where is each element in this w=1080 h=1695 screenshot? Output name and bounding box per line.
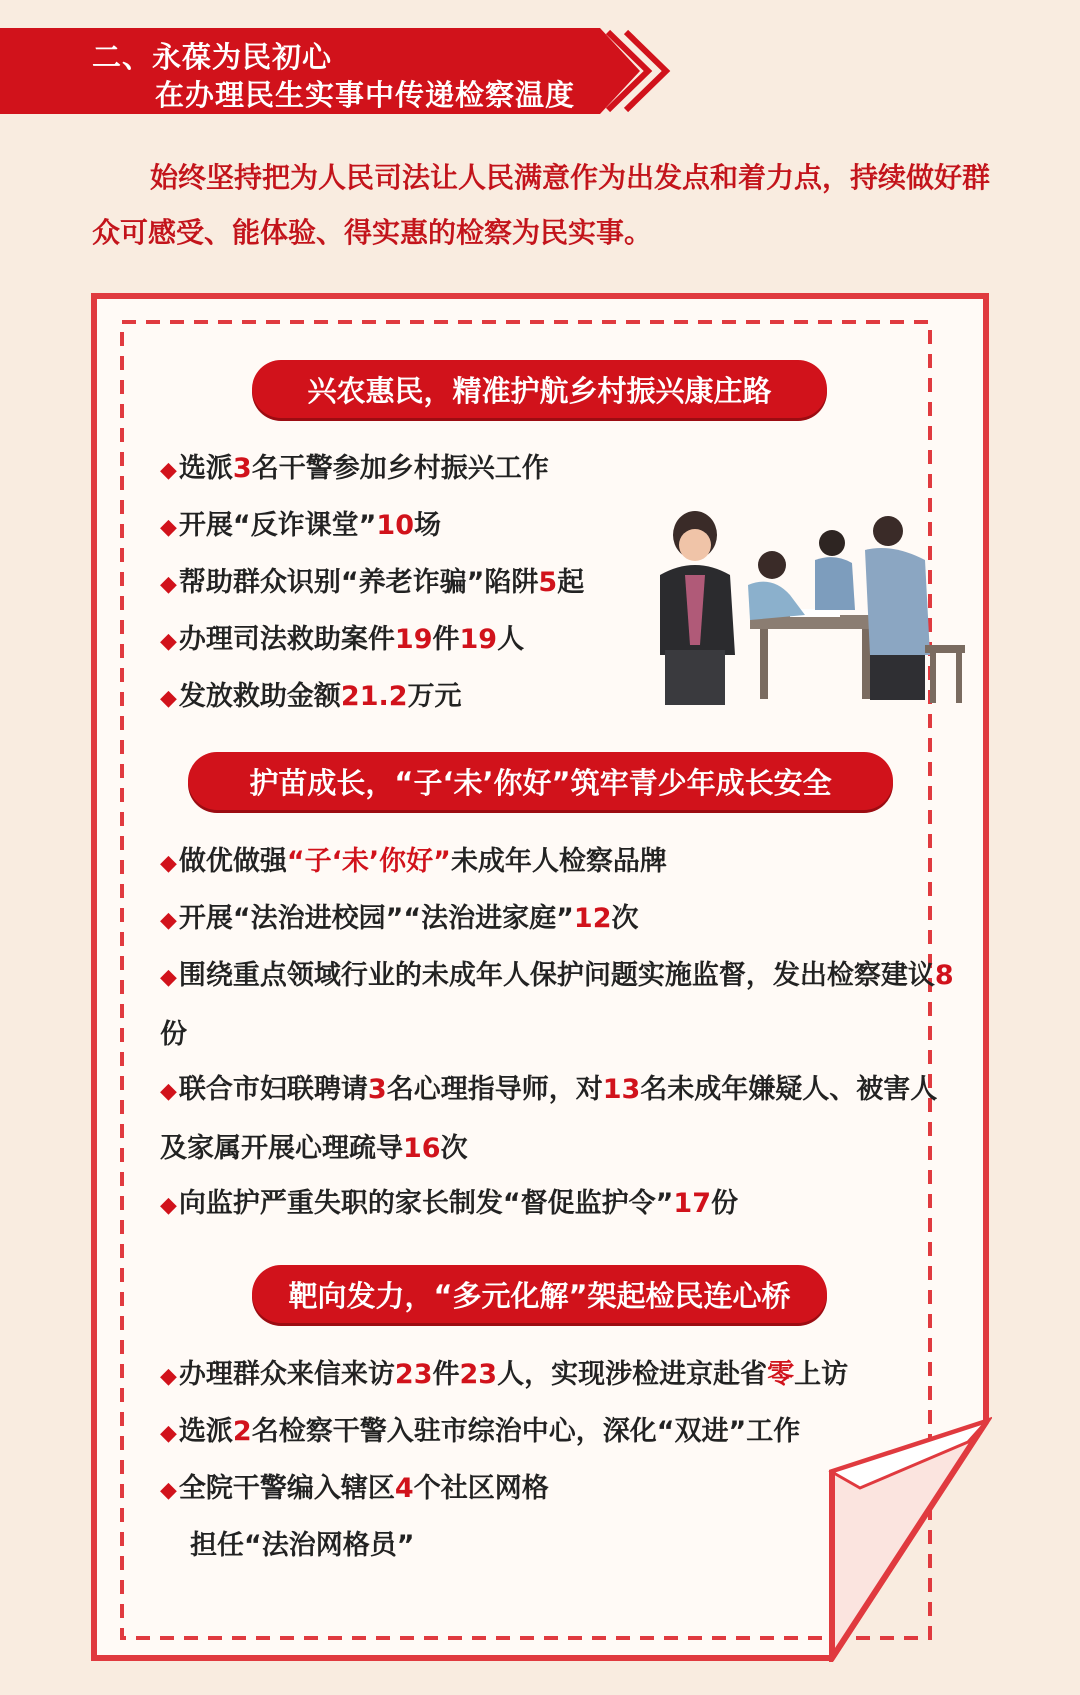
diamond-bullet-icon: ◆: [160, 1079, 177, 1104]
intro-paragraph: 始终坚持把为人民司法让人民满意作为出发点和着力点，持续做好群众可感受、能体验、得实惠的检察为民实事。: [92, 161, 991, 249]
section-title-youth: 护苗成长，“子‘未’你好”筑牢青少年成长安全: [188, 752, 893, 810]
list-item: ◆选派2名检察干警入驻市综治中心，深化“双进”工作: [160, 1416, 801, 1447]
diamond-bullet-icon: ◆: [160, 458, 177, 483]
list-item: ◆围绕重点领域行业的未成年人保护问题实施监督，发出检察建议8份: [160, 960, 954, 1050]
section-banner: [0, 28, 680, 114]
diamond-bullet-icon: ◆: [160, 572, 177, 597]
diamond-bullet-icon: ◆: [160, 965, 177, 990]
section-title-petition: 靶向发力，“多元化解”架起检民连心桥: [252, 1265, 827, 1323]
list-item: ◆办理群众来信来访23件23人，实现涉检进京赴省零上访: [160, 1359, 849, 1390]
people-meeting-illustration: [640, 505, 970, 715]
diamond-bullet-icon: ◆: [160, 1478, 177, 1503]
list-item: ◆联合市妇联聘请3名心理指导师，对13名未成年嫌疑人、被害人及家属开展心理疏导16次: [160, 1074, 938, 1164]
diamond-bullet-icon: ◆: [160, 1364, 177, 1389]
diamond-bullet-icon: ◆: [160, 1421, 177, 1446]
list-item: ◆帮助群众识别“养老诈骗”陷阱5起: [160, 567, 585, 598]
section-title-rural: 兴农惠民，精准护航乡村振兴康庄路: [252, 360, 827, 418]
list-item: ◆开展“反诈课堂”10场: [160, 510, 441, 541]
diamond-bullet-icon: ◆: [160, 515, 177, 540]
diamond-bullet-icon: ◆: [160, 686, 177, 711]
list-item: ◆做优做强“子‘未’你好”未成年人检察品牌: [160, 846, 667, 877]
diamond-bullet-icon: ◆: [160, 1193, 177, 1218]
list-item: ◆选派3名干警参加乡村振兴工作: [160, 453, 549, 484]
list-item: ◆办理司法救助案件19件19人: [160, 624, 525, 655]
list-item: ◆开展“法治进校园”“法治进家庭”12次: [160, 903, 639, 934]
diamond-bullet-icon: ◆: [160, 851, 177, 876]
list-item: ◆发放救助金额21.2万元: [160, 681, 462, 712]
banner-title: 二、永葆为民初心: [92, 40, 333, 74]
diamond-bullet-icon: ◆: [160, 629, 177, 654]
banner-subtitle: 在办理民生实事中传递检察温度: [155, 78, 576, 112]
list-item: ◆向监护严重失职的家长制发“督促监护令”17份: [160, 1188, 738, 1219]
list-item: ◆全院干警编入辖区4个社区网格: [160, 1473, 549, 1504]
list-item-continuation: 担任“法治网格员”: [190, 1530, 415, 1561]
diamond-bullet-icon: ◆: [160, 908, 177, 933]
